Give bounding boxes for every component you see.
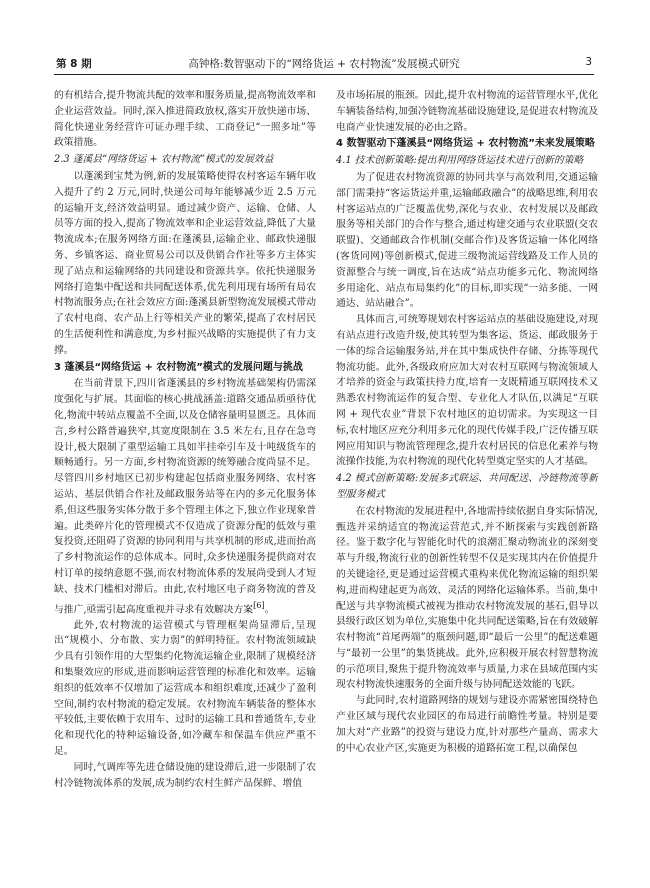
paragraph-text: 在当前背景下,四川省蓬溪县的乡村物流基础架构仍需深度强化与扩展。其面临的核心挑战涵盖:道路交通品质亟待优化,物流中转站点覆盖不全面,以及仓储容量明显匮乏。具体而言,乡村公路普遍狭窄,其宽度限制在 3.5 米左右,且存在急弯设计,极大限制了重型运输工具如半挂牵引车及十吨级货车的顺畅通行。另一方面,乡村物流资源的统筹融合度尚显不足。尽管四川乡村地区已初步构建起包括商业服务网络、农村客运站、基层供销合作社及邮政服务站等在内的多元化服务体系,但这些服务实体分散于多个管理主体之下,独立作业现象普遍。此类碎片化的管理模式不仅造成了资源分配的低效与重复投资,还阻碍了资源的协同利用与共享机制的形成,进而抬高了乡村物流运作的总体成本。同时,众多快递服务提供商对农村订单的接纳意愿不强,而农村物流体系的发展尚受到人才短缺、技术门槛相对滞后。由此,农村地区电子商务物流的普及与推广,亟需引起高度重视并寻求有效解决方案: [54, 378, 316, 615]
citation: [6]: [253, 599, 265, 610]
paragraph: 在农村物流的发展进程中,各地需持续依据自身实际情况,甄选并采纳适宜的物流运营范式,并不断探索与实践创新路径。鉴于数字化与智能化时代的浪潮汇聚动物流业的深刻变革与升级,物流行业的创新性转型不仅是实现其内在价值提升的关键途径,更是通过运营模式重构来优化物流运输的组织架构,进而构建起更为高效、灵活的网络化运输体系。当前,集中配送与共享物流模式被视为推动农村物流发展的基石,倡导以县级行政区划为单位,实施集中化共同配送策略,旨在有效破解农村物流“首尾两端”的瓶颈问题,即“最后一公里”的配送难题与“最初一公里”的集货挑战。此外,应积极开展农村智慧物流的示范项目,聚焦于提升物流效率与质量,力求在县域范围内实现农村物流快速服务的全面升级与协同配送效能的飞跃。: [336, 505, 598, 691]
paragraph: 及市场拓展的瓶颈。因此,提升农村物流的运营管理水平,优化车辆装备结构,加强冷链物流基础设施建设,是促进农村物流及电商产业快速发展的必由之路。: [336, 90, 598, 133]
section-heading-4-2: 4.2 模式创新策略:发展多式联运、共同配送、冷链物流等新型服务模式: [336, 473, 598, 500]
paragraph: [54, 376, 316, 617]
paragraph: 以蓬溪到宝梵为例,新的发展策略使得农村客运车辆年收入提升了约 2 万元,同时,快递公司每年能够减少近 2.5 万元的运输开支,经济效益明显。通过减少资产、运输、仓储、人员等方面的投入,提高了物流效率和企业运营效益,降低了大量物流成本;在服务网络方面:在蓬溪县,运输企业、邮政快递服务、乡镇客运、商业贸易公司以及供销合作社等多方主体实现了站点和运输网络的共同建设和资源共享。依托快递服务网络打造集中配送和共同配送体系,优先利用现有场所有局农村物流服务点;在社会效应方面:蓬溪县新型物流发展模式带动了农村电商、农产品上行等相关产业的繁荣,提高了农村居民的生活便利性和满意度,为乡村振兴战略的实施提供了有力支撑。: [54, 170, 316, 356]
right-column: [336, 88, 598, 866]
paragraph-end: 。: [264, 603, 275, 615]
page-number: 3: [585, 56, 592, 68]
section-heading-2-3: 2.3 蓬溪县“网络货运 + 农村物流”模式的发展效益: [54, 154, 274, 166]
issue-number: 第 8 期: [56, 58, 92, 70]
paragraph: 具体而言,可统筹规划农村客运站点的基础设施建设,对现有站点进行改造升级,使其转型为集客运、货运、邮政服务于一体的综合运输服务站,并在其中集成快件存储、分拣等现代物流功能。此外,各级政府应加大对农村互联网与物流领域人才培养的资金与政策扶持力度,培育一支既精通互联网技术又熟悉农村物流运作的复合型、专业化人才队伍,以满足“互联网 + 现代农业”背景下农村地区的迫切需求。为实现这一目标,农村地区应充分利用多元化的现代传媒手段,广泛传播互联网应用知识与物流管理理念,提升农村居民的信息化素养与物流操作技能,为农村物流的现代化转型奠定坚实的人才基础。: [336, 314, 598, 468]
paragraph: 同时,气调库等先进仓储设施的建设滞后,进一步限制了农村冷链物流体系的发展,成为制约农村生鲜产品保鲜、增值: [54, 761, 316, 789]
paragraph: 为了促进农村物流资源的协同共享与高效利用,交通运输部门需秉持“客运货运并重,运输邮政融合”的战略思维,利用农村客运站点的广泛覆盖优势,深化与农业、农村发展以及邮政服务等相关部门的合作与整合,通过构建交通与农业联盟(交农联盟)、交通邮政合作机制(交邮合作)及客货运输一体化网络(客货同网)等创新模式,促进三级物流运营线路及工作人员的资源整合与统一调度,旨在达成“站点功能多元化、物流网络多用途化、站点布局集约化”的目标,即实现“一站多能、一网通达、站站融合”。: [336, 171, 598, 310]
running-title: 高钟格:数智驱动下的“网络货运 + 农村物流”发展模式研究: [188, 58, 460, 70]
paragraph: 的有机结合,提升物流共配的效率和服务质量,提高物流效率和企业运营效益。同时,深入推进简政放权,落实开放快递市场、简化快递业务经营许可证办理手续、工商登记“一照多址”等政策措施。: [54, 90, 316, 149]
paragraph: 此外,农村物流的运营模式与管理框架尚显滞后,呈现出“规模小、分布散、实力弱”的鲜明特征。农村物流领域缺少具有引领作用的大型集约化物流运输企业,限制了规模经济和集聚效应的形成,进而影响运营管理的标准化和效率。运输组织的低效率不仅增加了运营成本和组织难度,还减少了盈利空间,制约农村物流的稳定发展。农村物流车辆装备的整体水平较低,主要依赖于农用车、过时的运输工具和普通货车,专业化和现代化的特种运输设备,如冷藏车和保温车供应严重不足。: [54, 619, 316, 757]
paragraph: 与此同时,农村道路网络的规划与建设亦需紧密围绕特色产业区域与现代农业园区的布局进行前瞻性考量。特别是要加大对“产业路”的投资与建设力度,针对那些产量高、需求大的中心农业产区,实施更为积极的道路拓宽工程,以确保包: [336, 695, 598, 754]
section-heading-3: 3 蓬溪县“网络货运 + 农村物流”模式的发展问题与挑战: [54, 361, 303, 373]
section-heading-4-1: 4.1 技术创新策略:提出利用网络货运技术进行创新的策略: [336, 155, 584, 167]
running-header: [54, 56, 594, 75]
section-heading-4: 4 数智驱动下蓬溪县“网络货运 + 农村物流”未来发展策略: [336, 138, 595, 150]
left-column: [54, 88, 316, 866]
